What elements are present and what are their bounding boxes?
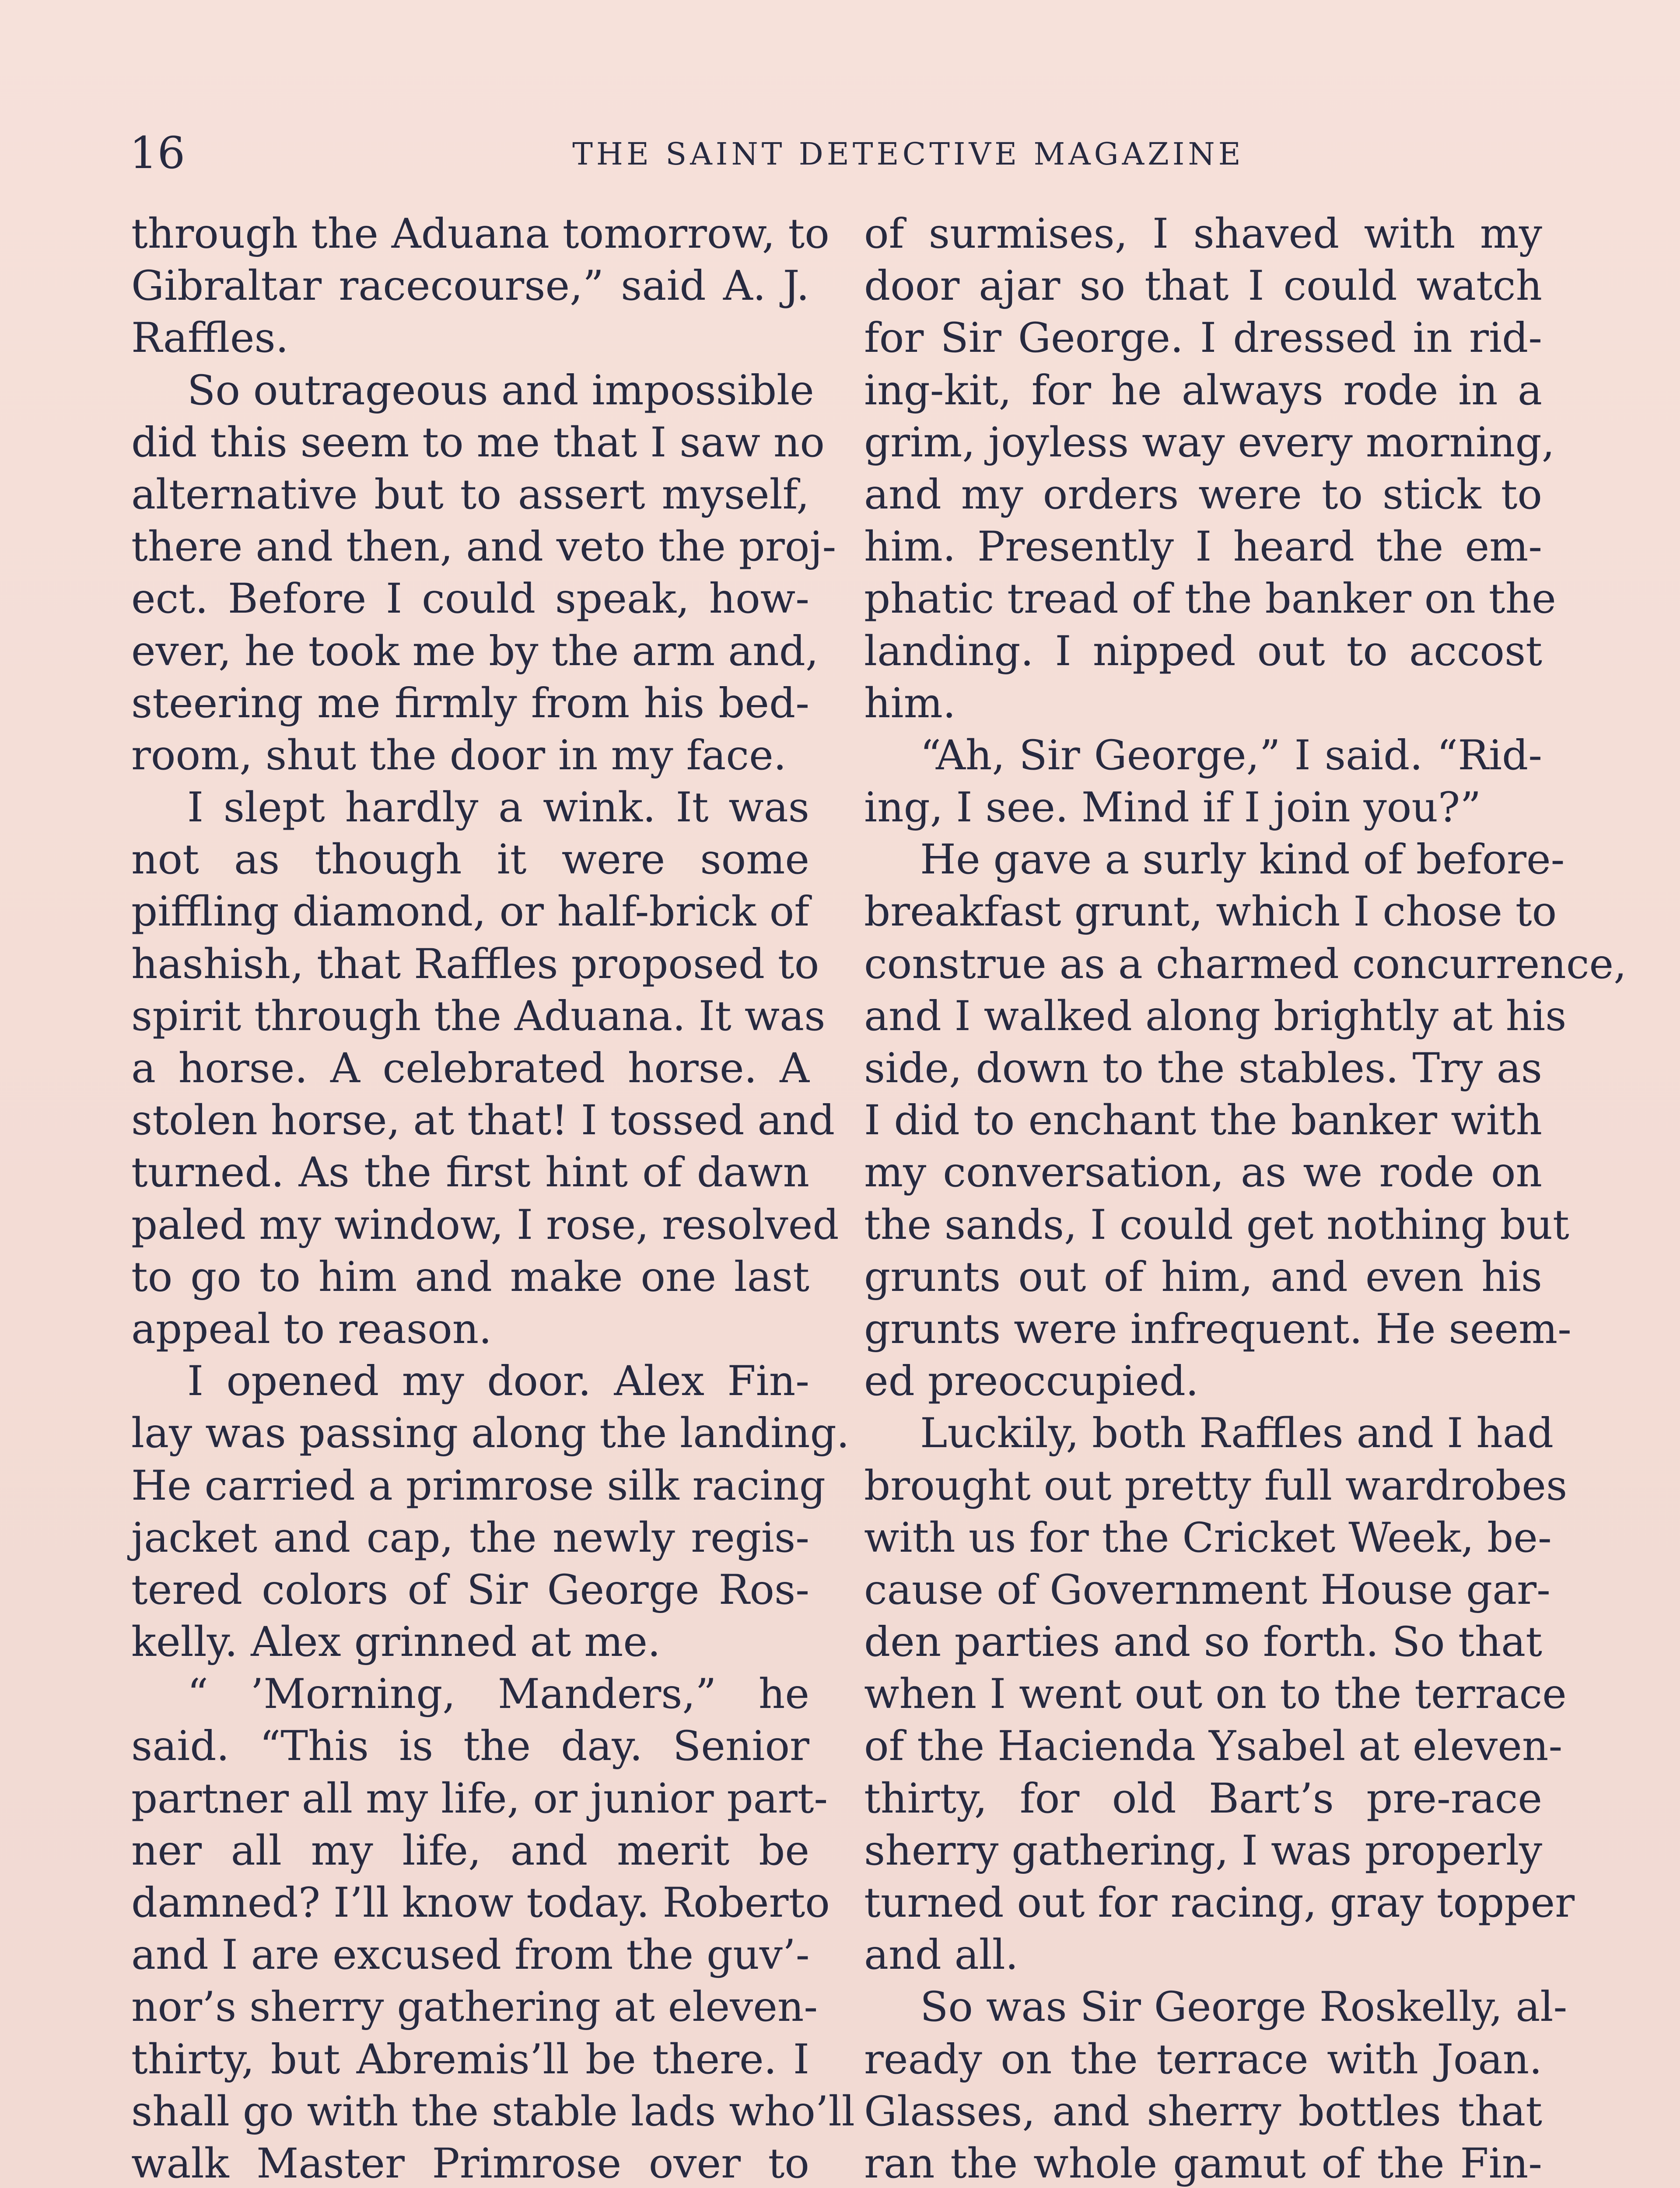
text-line: stolen horse, at that! I tossed and	[131, 1097, 835, 1145]
text-line: my conversation, as we rode on	[864, 1149, 1542, 1197]
running-head: THE SAINT DETECTIVE MAGAZINE	[572, 136, 1244, 172]
text-line: ready on the terrace with Joan.	[864, 2035, 1542, 2083]
text-line: ner all my life, and merit be	[131, 1827, 809, 1875]
text-line: Luckily, both Raffles and I had	[920, 1410, 1554, 1458]
text-line: walk Master Primrose over to	[131, 2139, 809, 2188]
text-line: alternative but to assert myself,	[131, 470, 809, 519]
text-line: “ ’Morning, Manders,” he	[187, 1670, 809, 1718]
text-line: shall go with the stable lads who’ll	[131, 2087, 855, 2135]
text-line: grim, joyless way every morning,	[864, 418, 1555, 466]
text-line: So outrageous and impossible	[187, 366, 814, 414]
text-line: steering me firmly from his bed-	[131, 679, 809, 727]
right-column	[864, 208, 1627, 2188]
text-line: I opened my door. Alex Fin-	[187, 1357, 809, 1406]
text-line: with us for the Cricket Week, be-	[864, 1514, 1552, 1562]
page-number: 16	[130, 127, 186, 179]
text-line: ing-kit, for he always rode in a	[864, 366, 1542, 414]
text-line: ever, he took me by the arm and,	[131, 627, 819, 675]
text-line: side, down to the stables. Try as	[864, 1045, 1542, 1092]
text-line: not as though it were some	[131, 836, 809, 884]
text-line: turned. As the first hint of dawn	[131, 1149, 809, 1197]
text-line: damned? I’ll know today. Roberto	[131, 1879, 830, 1927]
text-line: grunts were infrequent. He seem-	[864, 1305, 1572, 1353]
text-line: said. “This is the day. Senior	[131, 1722, 809, 1771]
text-line: through the Aduana tomorrow, to	[131, 210, 830, 258]
text-line: for Sir George. I dressed in rid-	[864, 314, 1542, 362]
text-line: He gave a surly kind of before-	[920, 836, 1565, 884]
text-line: kelly. Alex grinned at me.	[131, 1618, 661, 1666]
text-line: partner all my life, or junior part-	[131, 1774, 828, 1823]
text-line: den parties and so forth. So that	[864, 1618, 1542, 1666]
text-line: of surmises, I shaved with my	[864, 210, 1542, 258]
text-line: tered colors of Sir George Ros-	[131, 1566, 809, 1614]
text-line: construe as a charmed concurrence,	[864, 940, 1627, 988]
text-line: the sands, I could get nothing but	[864, 1201, 1569, 1249]
left-column	[131, 208, 855, 2188]
text-line: Raffles.	[131, 314, 289, 362]
text-line: paled my window, I rose, resolved	[131, 1201, 839, 1249]
text-line: and I are excused from the guv’-	[131, 1931, 810, 1979]
text-line: ed preoccupied.	[864, 1357, 1199, 1406]
text-line: did this seem to me that I saw no	[131, 418, 825, 466]
text-line: landing. I nipped out to accost	[864, 627, 1542, 675]
text-line: “Ah, Sir George,” I said. “Rid-	[920, 731, 1542, 779]
text-line: brought out pretty full wardrobes	[864, 1462, 1568, 1510]
page-header	[130, 127, 1547, 179]
text-line: him.	[864, 679, 956, 727]
text-line: ran the whole gamut of the Fin-	[864, 2139, 1542, 2188]
text-line: him. Presently I heard the em-	[864, 523, 1542, 571]
text-line: thirty, but Abremis’ll be there. I	[131, 2035, 809, 2083]
text-line: I slept hardly a wink. It was	[187, 784, 809, 832]
text-line: of the Hacienda Ysabel at eleven-	[864, 1722, 1563, 1771]
text-line: grunts out of him, and even his	[864, 1253, 1542, 1301]
text-line: sherry gathering, I was properly	[864, 1827, 1543, 1875]
text-line: So was Sir George Roskelly, al-	[920, 1983, 1568, 2031]
text-line: ing, I see. Mind if I join you?”	[864, 784, 1481, 832]
text-line: ect. Before I could speak, how-	[131, 575, 809, 623]
text-line: jacket and cap, the newly regis-	[131, 1514, 809, 1562]
text-line: there and then, and veto the proj-	[131, 523, 836, 571]
text-line: He carried a primrose silk racing	[131, 1462, 826, 1510]
text-line: I did to enchant the banker with	[864, 1097, 1542, 1145]
text-line: appeal to reason.	[131, 1305, 492, 1353]
text-line: lay was passing along the landing.	[131, 1410, 850, 1458]
text-line: Glasses, and sherry bottles that	[864, 2087, 1542, 2135]
text-line: hashish, that Raffles proposed to	[131, 940, 819, 988]
text-line: a horse. A celebrated horse. A	[131, 1045, 809, 1092]
text-line: piffling diamond, or half-brick of	[131, 888, 809, 936]
text-line: Gibraltar racecourse,” said A. J.	[131, 262, 809, 310]
text-line: and my orders were to stick to	[864, 470, 1542, 519]
text-line: breakfast grunt, which I chose to	[864, 888, 1557, 936]
text-line: thirty, for old Bart’s pre-race	[864, 1774, 1542, 1823]
text-line: to go to him and make one last	[131, 1253, 809, 1301]
text-line: turned out for racing, gray topper	[864, 1879, 1575, 1927]
text-line: door ajar so that I could watch	[864, 262, 1542, 310]
text-line: room, shut the door in my face.	[131, 731, 787, 779]
text-line: nor’s sherry gathering at eleven-	[131, 1983, 818, 2031]
text-line: cause of Government House gar-	[864, 1566, 1550, 1614]
text-line: when I went out on to the terrace	[864, 1670, 1567, 1718]
text-line: and I walked along brightly at his	[864, 992, 1567, 1040]
text-line: phatic tread of the banker on the	[864, 575, 1556, 623]
text-line: and all.	[864, 1931, 1018, 1979]
text-line: spirit through the Aduana. It was	[131, 992, 826, 1040]
